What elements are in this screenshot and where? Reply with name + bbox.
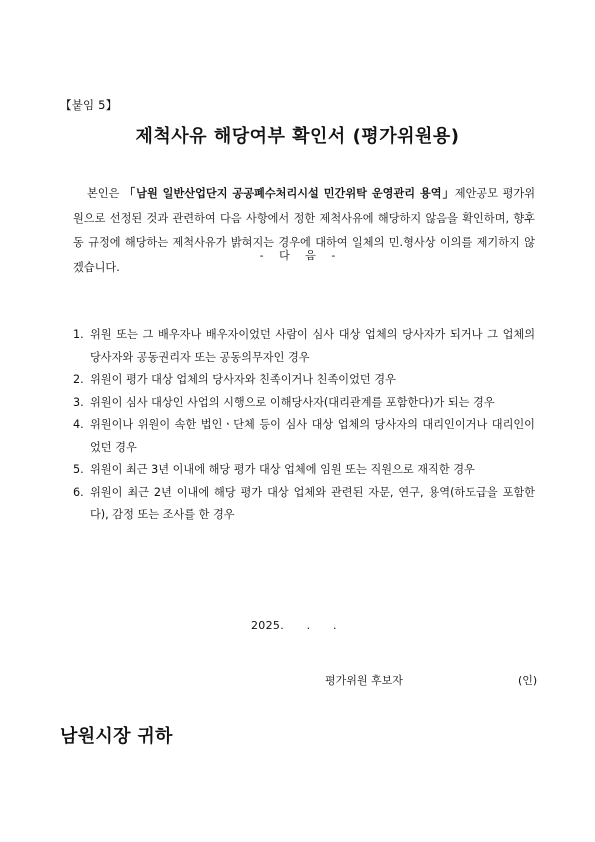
list-item xyxy=(73,482,535,527)
intro-body: 제안공모 평가위원으로 선정된 것과 관련하여 다음 사항에서 정한 제척사유에 해당하지 않음을 확인하며, 향후 동 규정에 해당하는 제척사유가 밝혀지는 경우에 대하여 일체의 민.형사상 이의를 제기하지 않겠습니다. xyxy=(73,187,535,274)
item-number: 2. xyxy=(73,373,84,386)
item-text: 위원이 최근 2년 이내에 해당 평가 대상 업체와 관련된 자문, 연구, 용역(하도급을 포함한다), 감정 또는 조사를 한 경우 xyxy=(90,485,535,521)
list-item xyxy=(73,392,535,415)
item-text: 위원이 평가 대상 업체의 당사자와 친족이거나 친족이었던 경우 xyxy=(90,373,396,386)
project-name: 「남원 일반산업단지 공공폐수처리시설 민간위탁 운영관리 용역」 xyxy=(123,187,455,200)
item-text: 위원이 심사 대상인 사업의 시행으로 이해당사자(대리관계를 포함한다)가 되는 경우 xyxy=(90,395,495,409)
intro-prefix: 본인은 xyxy=(87,187,124,200)
date-line: 2025. . . xyxy=(251,619,337,632)
item-text: 위원이 최근 3년 이내에 해당 평가 대상 업체에 임원 또는 직원으로 재직한 경우 xyxy=(90,463,475,476)
list-item xyxy=(73,414,535,459)
item-number: 3. xyxy=(73,395,84,409)
list-item xyxy=(73,369,535,392)
attachment-label: 【붙임 5】 xyxy=(60,98,118,112)
document-title: 제척사유 해당여부 확인서 (평가위원용) xyxy=(135,126,460,147)
list-item xyxy=(73,324,535,369)
item-text: 위원 또는 그 배우자나 배우자이었던 사람이 심사 대상 업체의 당사자가 되거나 그 업체의 당사자와 공동권리자 또는 공동의무자인 경우 xyxy=(90,328,535,364)
candidate-label: 평가위원 후보자 xyxy=(325,674,403,687)
disqualification-list xyxy=(73,324,535,527)
item-number: 1. xyxy=(73,328,84,341)
item-text: 위원이나 위원이 속한 법인ㆍ단체 등이 심사 대상 업체의 당사자의 대리인이거나 대리인이었던 경우 xyxy=(90,418,535,454)
list-item xyxy=(73,459,535,482)
addressee: 남원시장 귀하 xyxy=(60,726,173,747)
section-heading: - 다 음 - xyxy=(259,249,336,262)
item-number: 4. xyxy=(73,418,84,431)
intro-paragraph xyxy=(73,182,535,280)
item-number: 6. xyxy=(73,485,84,499)
item-number: 5. xyxy=(73,463,84,476)
seal-mark: (인) xyxy=(518,674,538,687)
